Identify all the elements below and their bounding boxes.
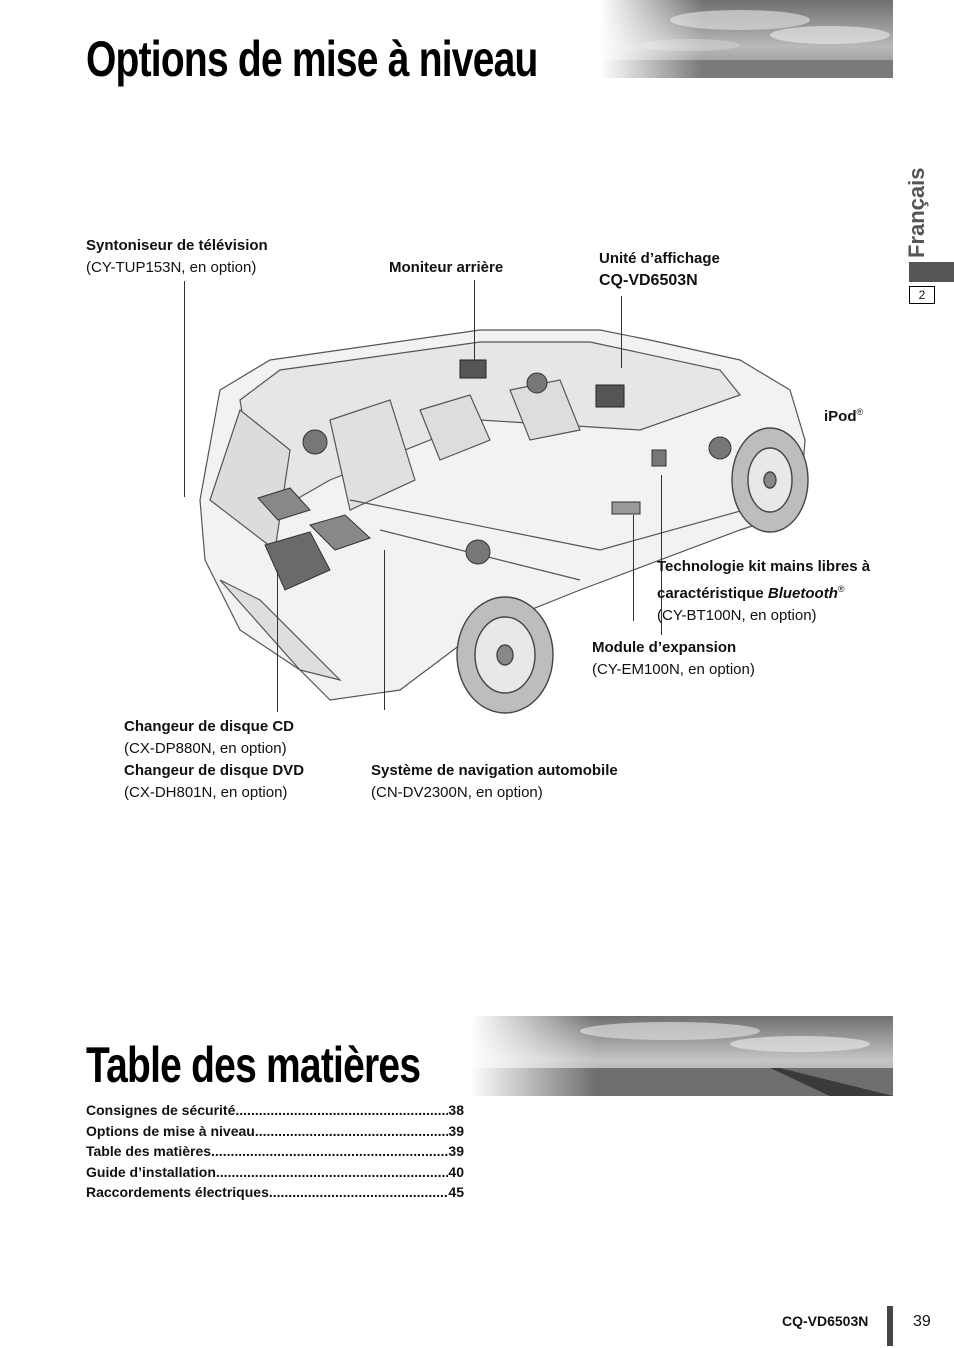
label-cd-dvd-changer: Changeur de disque CD (CX-DP880N, en option) Changeur de disque DVD (CX-DH801N, en option) [124,718,305,801]
footer-bar [887,1306,893,1346]
leader-line-navigation [384,550,385,710]
label-display-unit: Unité d’affichage CQ-VD6503N [599,250,720,289]
leader-line-bluetooth [633,515,634,621]
leader-line-cd-dvd [277,570,278,712]
toc-item[interactable]: Consignes de sécurité ..... 38 [86,1100,464,1121]
toc-item[interactable]: Raccordements électriques ..... 45 [86,1182,464,1203]
leader-line-tuner [184,281,185,497]
header-banner-image [600,0,893,78]
section-number: 2 [909,286,935,304]
label-rear-monitor: Moniteur arrière [389,259,504,276]
language-tab [904,158,932,258]
language-label: Français [904,167,929,258]
language-bar [909,262,954,282]
toc-list [86,1100,464,1203]
footer-model: CQ-VD6503N [782,1313,869,1329]
toc-item[interactable]: Options de mise à niveau ..... 39 [86,1121,464,1142]
leader-line-display [621,296,622,368]
label-expansion-module: Module d’expansion (CY-EM100N, en option) [592,639,755,678]
label-ipod: iPod® [824,407,864,425]
toc-banner-image [470,1016,893,1096]
leader-line-rear-monitor [474,280,475,360]
label-navigation-system: Système de navigation automobile (CN-DV2300N, en option) [371,762,618,801]
page-number: 39 [913,1313,931,1330]
label-bluetooth-kit: Technologie kit mains libres à caractéristique Bluetooth® (CY-BT100N, en option) [657,558,871,624]
label-tv-tuner: Syntoniseur de télévision (CY-TUP153N, en option) [86,237,268,276]
page-title: Options de mise à niveau [86,31,538,87]
toc-item[interactable]: Guide d’installation ..... 40 [86,1162,464,1183]
toc-title: Table des matières [86,1037,421,1093]
toc-item[interactable]: Table des matières ..... 39 [86,1141,464,1162]
